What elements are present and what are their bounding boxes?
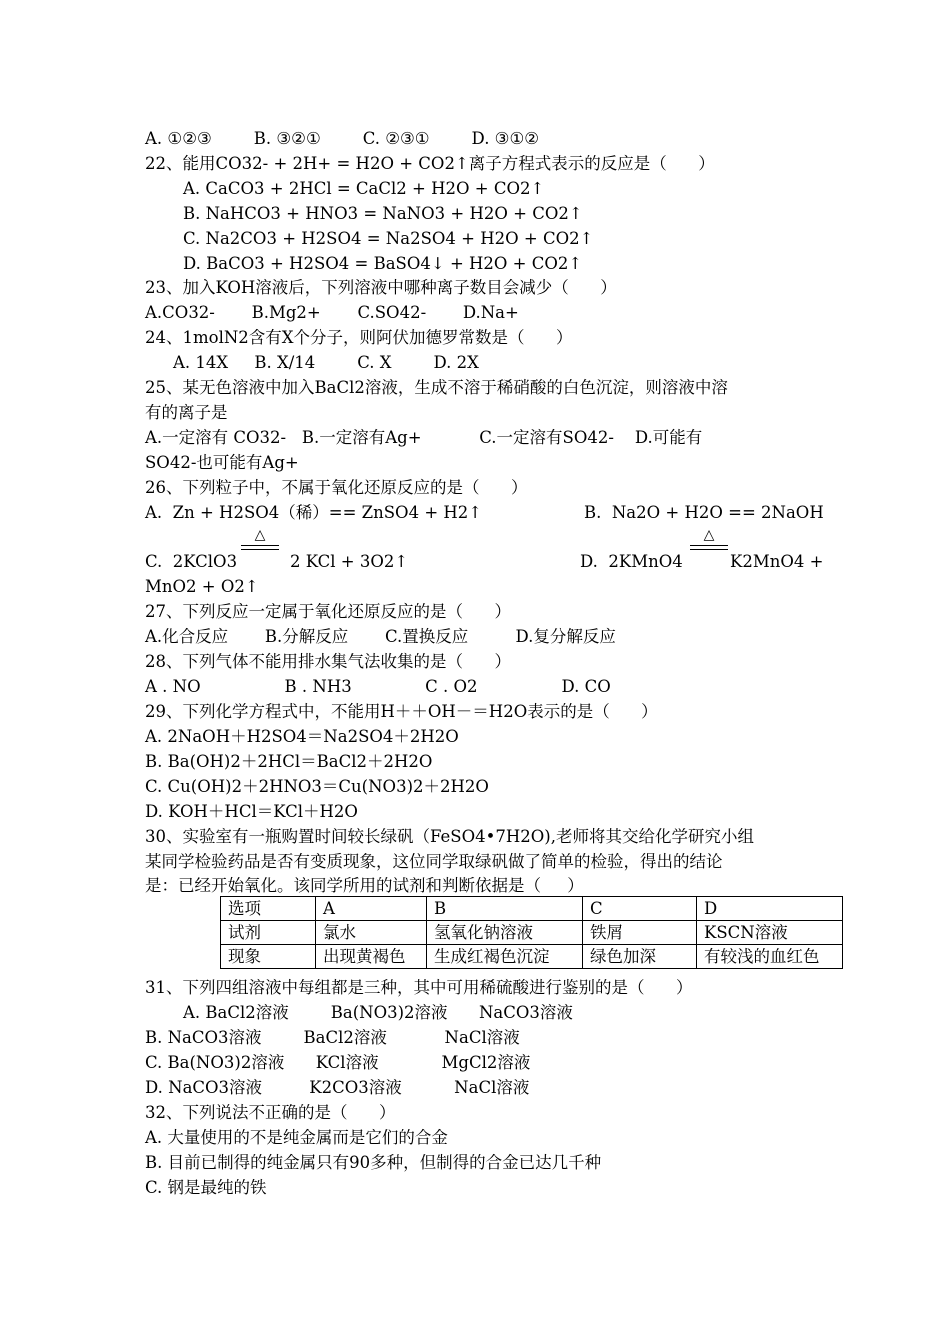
- q21-options: A. ①②③ B. ③②① C. ②③① D. ③①②: [145, 129, 540, 148]
- q30-stem-line1: 30、实验室有一瓶购置时间较长绿矾（FeSO4•7H2O),老师将其交给化学研究小组: [145, 827, 754, 846]
- q29-stem: 29、下列化学方程式中，不能用H＋＋OH－＝H2O表示的是（ ）: [145, 702, 658, 721]
- table-cell: 铁屑: [583, 921, 697, 945]
- q26-option-a: A. Zn + H2SO4（稀）== ZnSO4 + H2↑: [145, 503, 483, 522]
- q22-stem: 22、能用CO32- + 2H+ = H2O + CO2↑离子方程式表示的反应是（ ）: [145, 154, 715, 173]
- q32-option-a: A. 大量使用的不是纯金属而是它们的合金: [145, 1128, 448, 1147]
- q26-option-d-right: K2MnO4 +: [730, 552, 824, 571]
- table-cell: A: [316, 897, 427, 921]
- q32-option-c: C. 钢是最纯的铁: [145, 1178, 267, 1197]
- table-cell: 有较浅的血红色: [697, 945, 843, 969]
- q28-stem: 28、下列气体不能用排水集气法收集的是（ ）: [145, 652, 511, 671]
- q31-option-c: C. Ba(NO3)2溶液 KCl溶液 MgCl2溶液: [145, 1053, 531, 1072]
- table-row: [221, 921, 843, 945]
- double-line-bottom: [241, 549, 279, 550]
- q26-option-d-cont: MnO2 + O2↑: [145, 577, 259, 596]
- q31-option-a: A. BaCl2溶液 Ba(NO3)2溶液 NaCO3溶液: [183, 1003, 573, 1022]
- q30-options-table: [220, 896, 843, 969]
- q26-option-c-right: 2 KCl + 3O2↑: [290, 552, 409, 571]
- q24-options: A. 14X B. X/14 C. X D. 2X: [173, 353, 479, 372]
- double-line-top: [690, 545, 728, 546]
- heat-symbol: △: [254, 527, 266, 543]
- table-row: [221, 897, 843, 921]
- heat-condition-d: [690, 528, 728, 550]
- heat-condition-c: [241, 528, 279, 550]
- q25-stem-line1: 25、某无色溶液中加入BaCl2溶液，生成不溶于稀硝酸的白色沉淀，则溶液中溶: [145, 378, 728, 397]
- table-cell: 绿色加深: [583, 945, 697, 969]
- table-cell: KSCN溶液: [697, 921, 843, 945]
- q24-stem: 24、1molN2含有X个分子，则阿伏加德罗常数是（ ）: [145, 328, 573, 347]
- q26-option-b: B. Na2O + H2O == 2NaOH: [584, 503, 824, 522]
- table-cell: C: [583, 897, 697, 921]
- q26-option-c-left: C. 2KClO3: [145, 552, 238, 571]
- double-line-bottom: [690, 549, 728, 550]
- q31-stem: 31、下列四组溶液中每组都是三种，其中可用稀硫酸进行鉴别的是（ ）: [145, 978, 693, 997]
- q29-option-d: D. KOH＋HCl＝KCl＋H2O: [145, 802, 358, 821]
- table-cell: 生成红褐色沉淀: [427, 945, 583, 969]
- q26-option-d-left: D. 2KMnO4: [580, 552, 683, 571]
- table-cell: 氯水: [316, 921, 427, 945]
- q25-stem-line2: 有的离子是: [145, 403, 228, 422]
- q22-option-d: D. BaCO3 + H2SO4 = BaSO4↓ + H2O + CO2↑: [183, 254, 583, 273]
- q22-option-b: B. NaHCO3 + HNO3 = NaNO3 + H2O + CO2↑: [183, 204, 583, 223]
- double-line-top: [241, 545, 279, 546]
- q29-option-c: C. Cu(OH)2＋2HNO3＝Cu(NO3)2＋2H2O: [145, 777, 489, 796]
- q29-option-a: A. 2NaOH＋H2SO4＝Na2SO4＋2H2O: [145, 727, 459, 746]
- q22-option-a: A. CaCO3 + 2HCl = CaCl2 + H2O + CO2↑: [183, 179, 545, 198]
- q32-option-b: B. 目前已制得的纯金属只有90多种，但制得的合金已达几千种: [145, 1153, 602, 1172]
- q25-options-line1: A.一定溶有 CO32- B.一定溶有Ag+ C.一定溶有SO42- D.可能有: [145, 428, 703, 447]
- q31-option-d: D. NaCO3溶液 K2CO3溶液 NaCl溶液: [145, 1078, 530, 1097]
- q23-stem: 23、加入KOH溶液后，下列溶液中哪种离子数目会减少（ ）: [145, 278, 617, 297]
- q30-stem-line3: 是：已经开始氧化。该同学所用的试剂和判断依据是（ ）: [145, 876, 584, 895]
- q26-stem: 26、下列粒子中，不属于氧化还原反应的是（ ）: [145, 478, 528, 497]
- q30-stem-line2: 某同学检验药品是否有变质现象，这位同学取绿矾做了简单的检验，得出的结论: [145, 852, 723, 871]
- table-cell: B: [427, 897, 583, 921]
- q27-stem: 27、下列反应一定属于氧化还原反应的是（ ）: [145, 602, 511, 621]
- q29-option-b: B. Ba(OH)2＋2HCl＝BaCl2＋2H2O: [145, 752, 433, 771]
- table-cell: D: [697, 897, 843, 921]
- table-cell: 选项: [221, 897, 316, 921]
- q22-option-c: C. Na2CO3 + H2SO4 = Na2SO4 + H2O + CO2↑: [183, 229, 594, 248]
- table-cell: 试剂: [221, 921, 316, 945]
- q23-options: A.CO32- B.Mg2+ C.SO42- D.Na+: [145, 303, 519, 322]
- q27-options: A.化合反应 B.分解反应 C.置换反应 D.复分解反应: [145, 627, 616, 646]
- table-cell: 氢氧化钠溶液: [427, 921, 583, 945]
- q32-stem: 32、下列说法不正确的是（ ）: [145, 1103, 396, 1122]
- table-cell: 现象: [221, 945, 316, 969]
- q31-option-b: B. NaCO3溶液 BaCl2溶液 NaCl溶液: [145, 1028, 520, 1047]
- heat-symbol: △: [703, 527, 715, 543]
- table-cell: 出现黄褐色: [316, 945, 427, 969]
- table-row: [221, 945, 843, 969]
- q25-options-line2: SO42-也可能有Ag+: [145, 453, 299, 472]
- q28-options: A . NO B . NH3 C . O2 D. CO: [145, 677, 611, 696]
